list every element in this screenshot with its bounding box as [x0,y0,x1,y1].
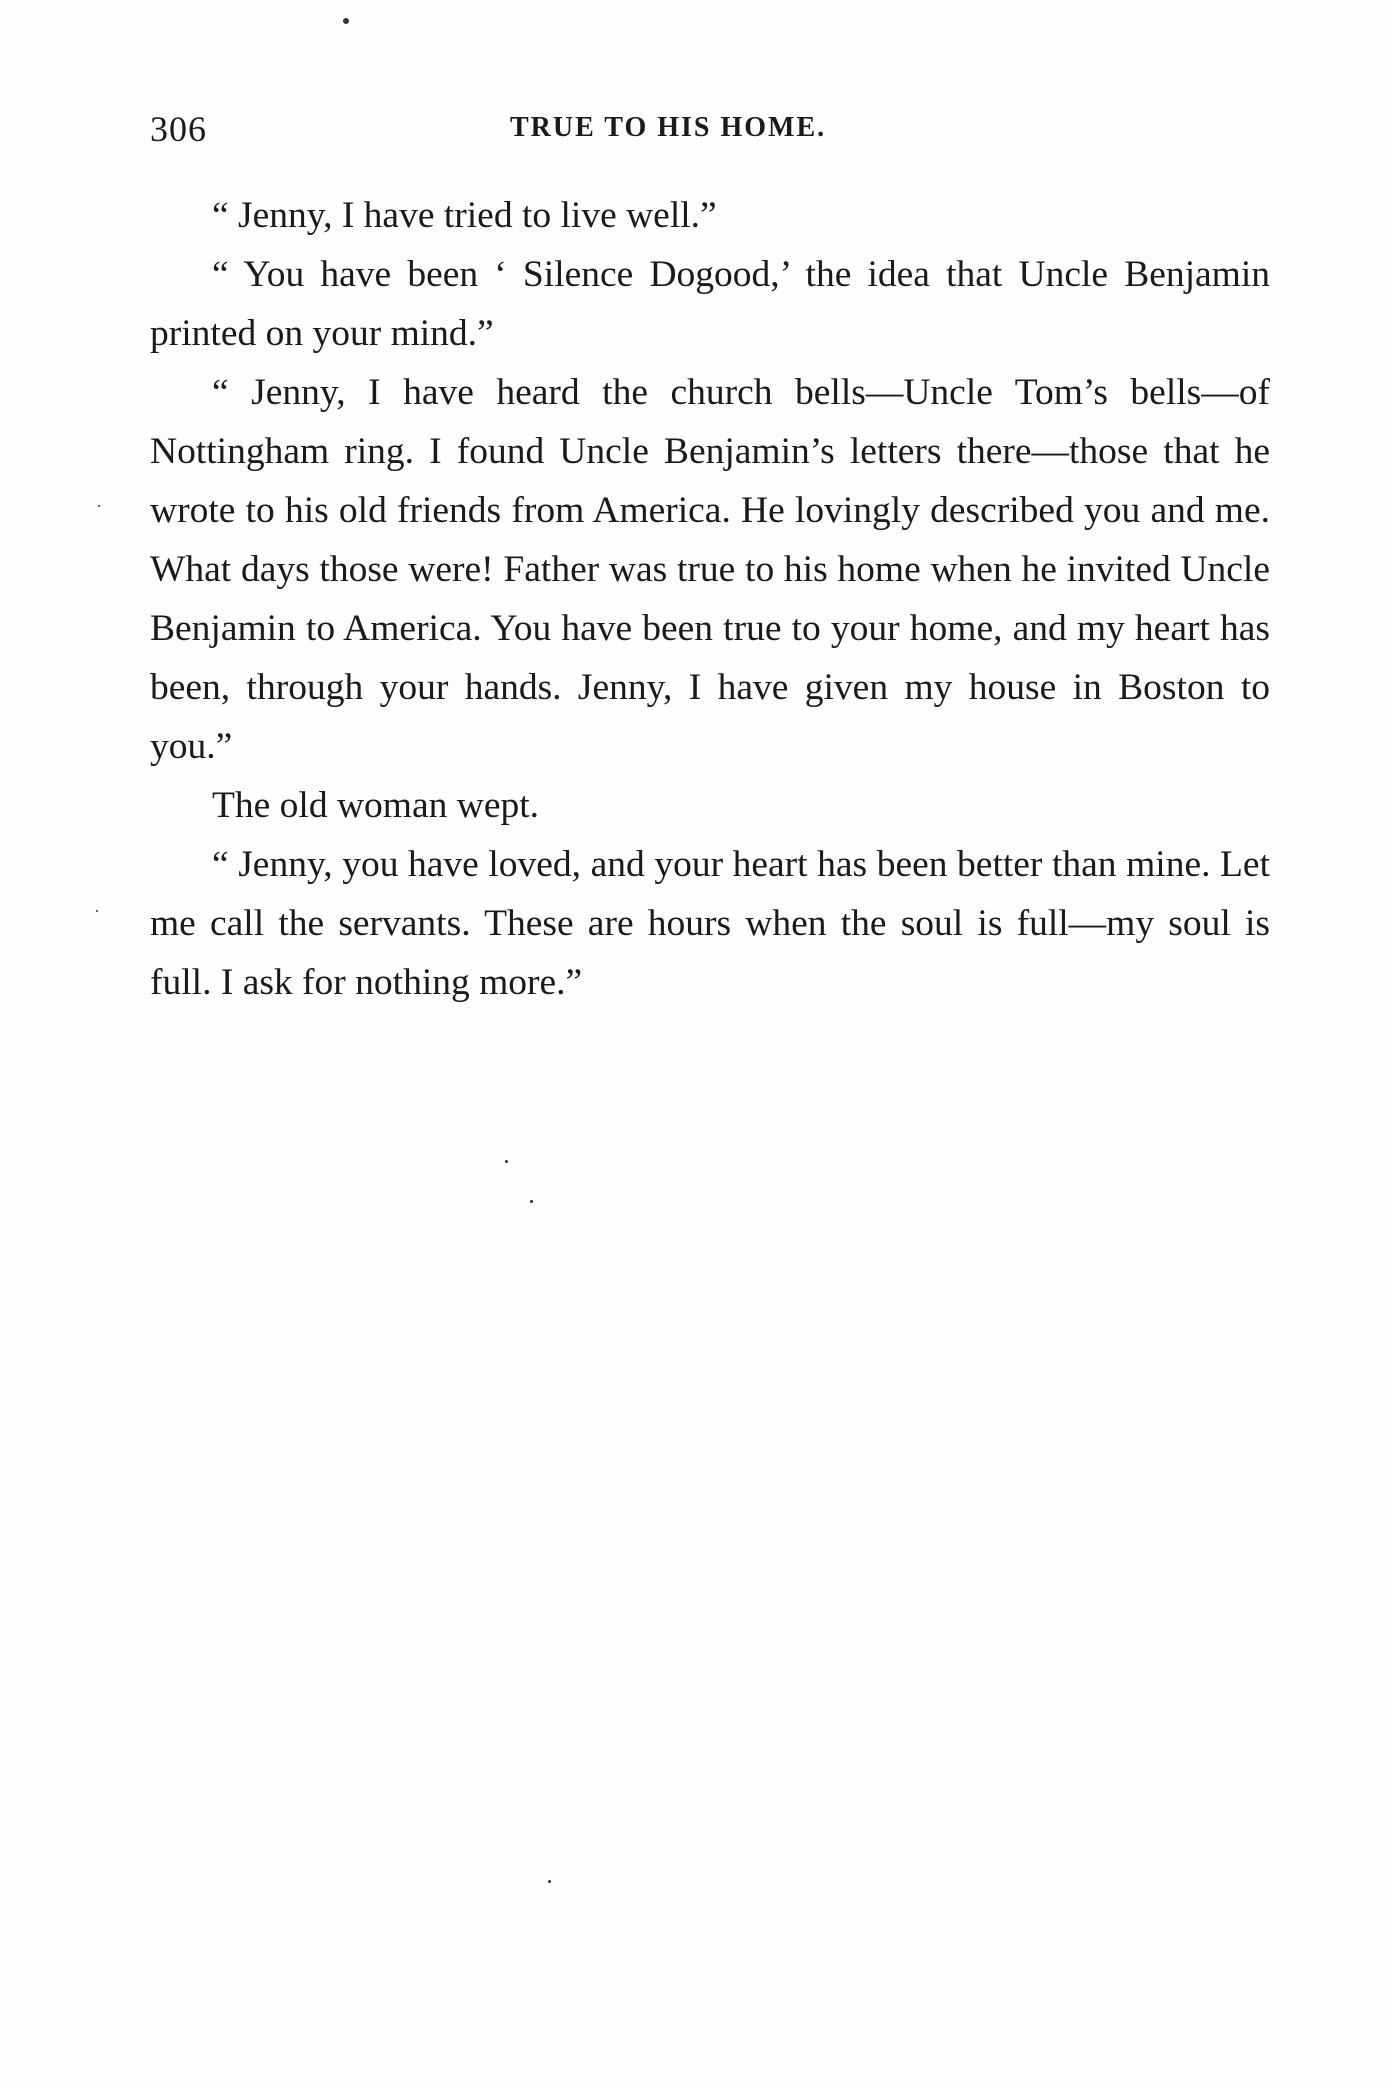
paragraph: “ Jenny, I have heard the church bells—Uncle Tom’s bells—of Nottingham ring. I found Uncle Benjamin’s letters there—those that he wrote to his old friends from America. He lovingly described you and me. What days those were! Father was true to his home when he invited Uncle Benjamin to America. You have been true to your home, and my heart has been, through your hands. Jenny, I have given my house in Boston to you.” [150,372,1270,767]
paragraph: “ Jenny, you have loved, and your heart has been better than mine. Let me call the servants. These are hours when the soul is full—my soul is full. I ask for nothing more.” [150,844,1270,1003]
scan-speck [505,1160,508,1163]
paragraph: “ You have been ‘ Silence Dogood,’ the idea that Uncle Benjamin printed on your mind.” [150,254,1270,354]
scan-speck [343,18,349,24]
scan-speck [530,1200,533,1203]
paragraph: “ Jenny, I have tried to live well.” [212,195,717,236]
paragraph: The old woman wept. [212,785,540,826]
running-title: TRUE TO HIS HOME. [510,112,827,143]
body-text [150,186,1270,1012]
scan-speck [96,910,98,912]
page-number: 306 [150,109,207,149]
page-header [150,108,1270,158]
scan-speck [98,505,100,507]
scan-speck [548,1880,551,1883]
